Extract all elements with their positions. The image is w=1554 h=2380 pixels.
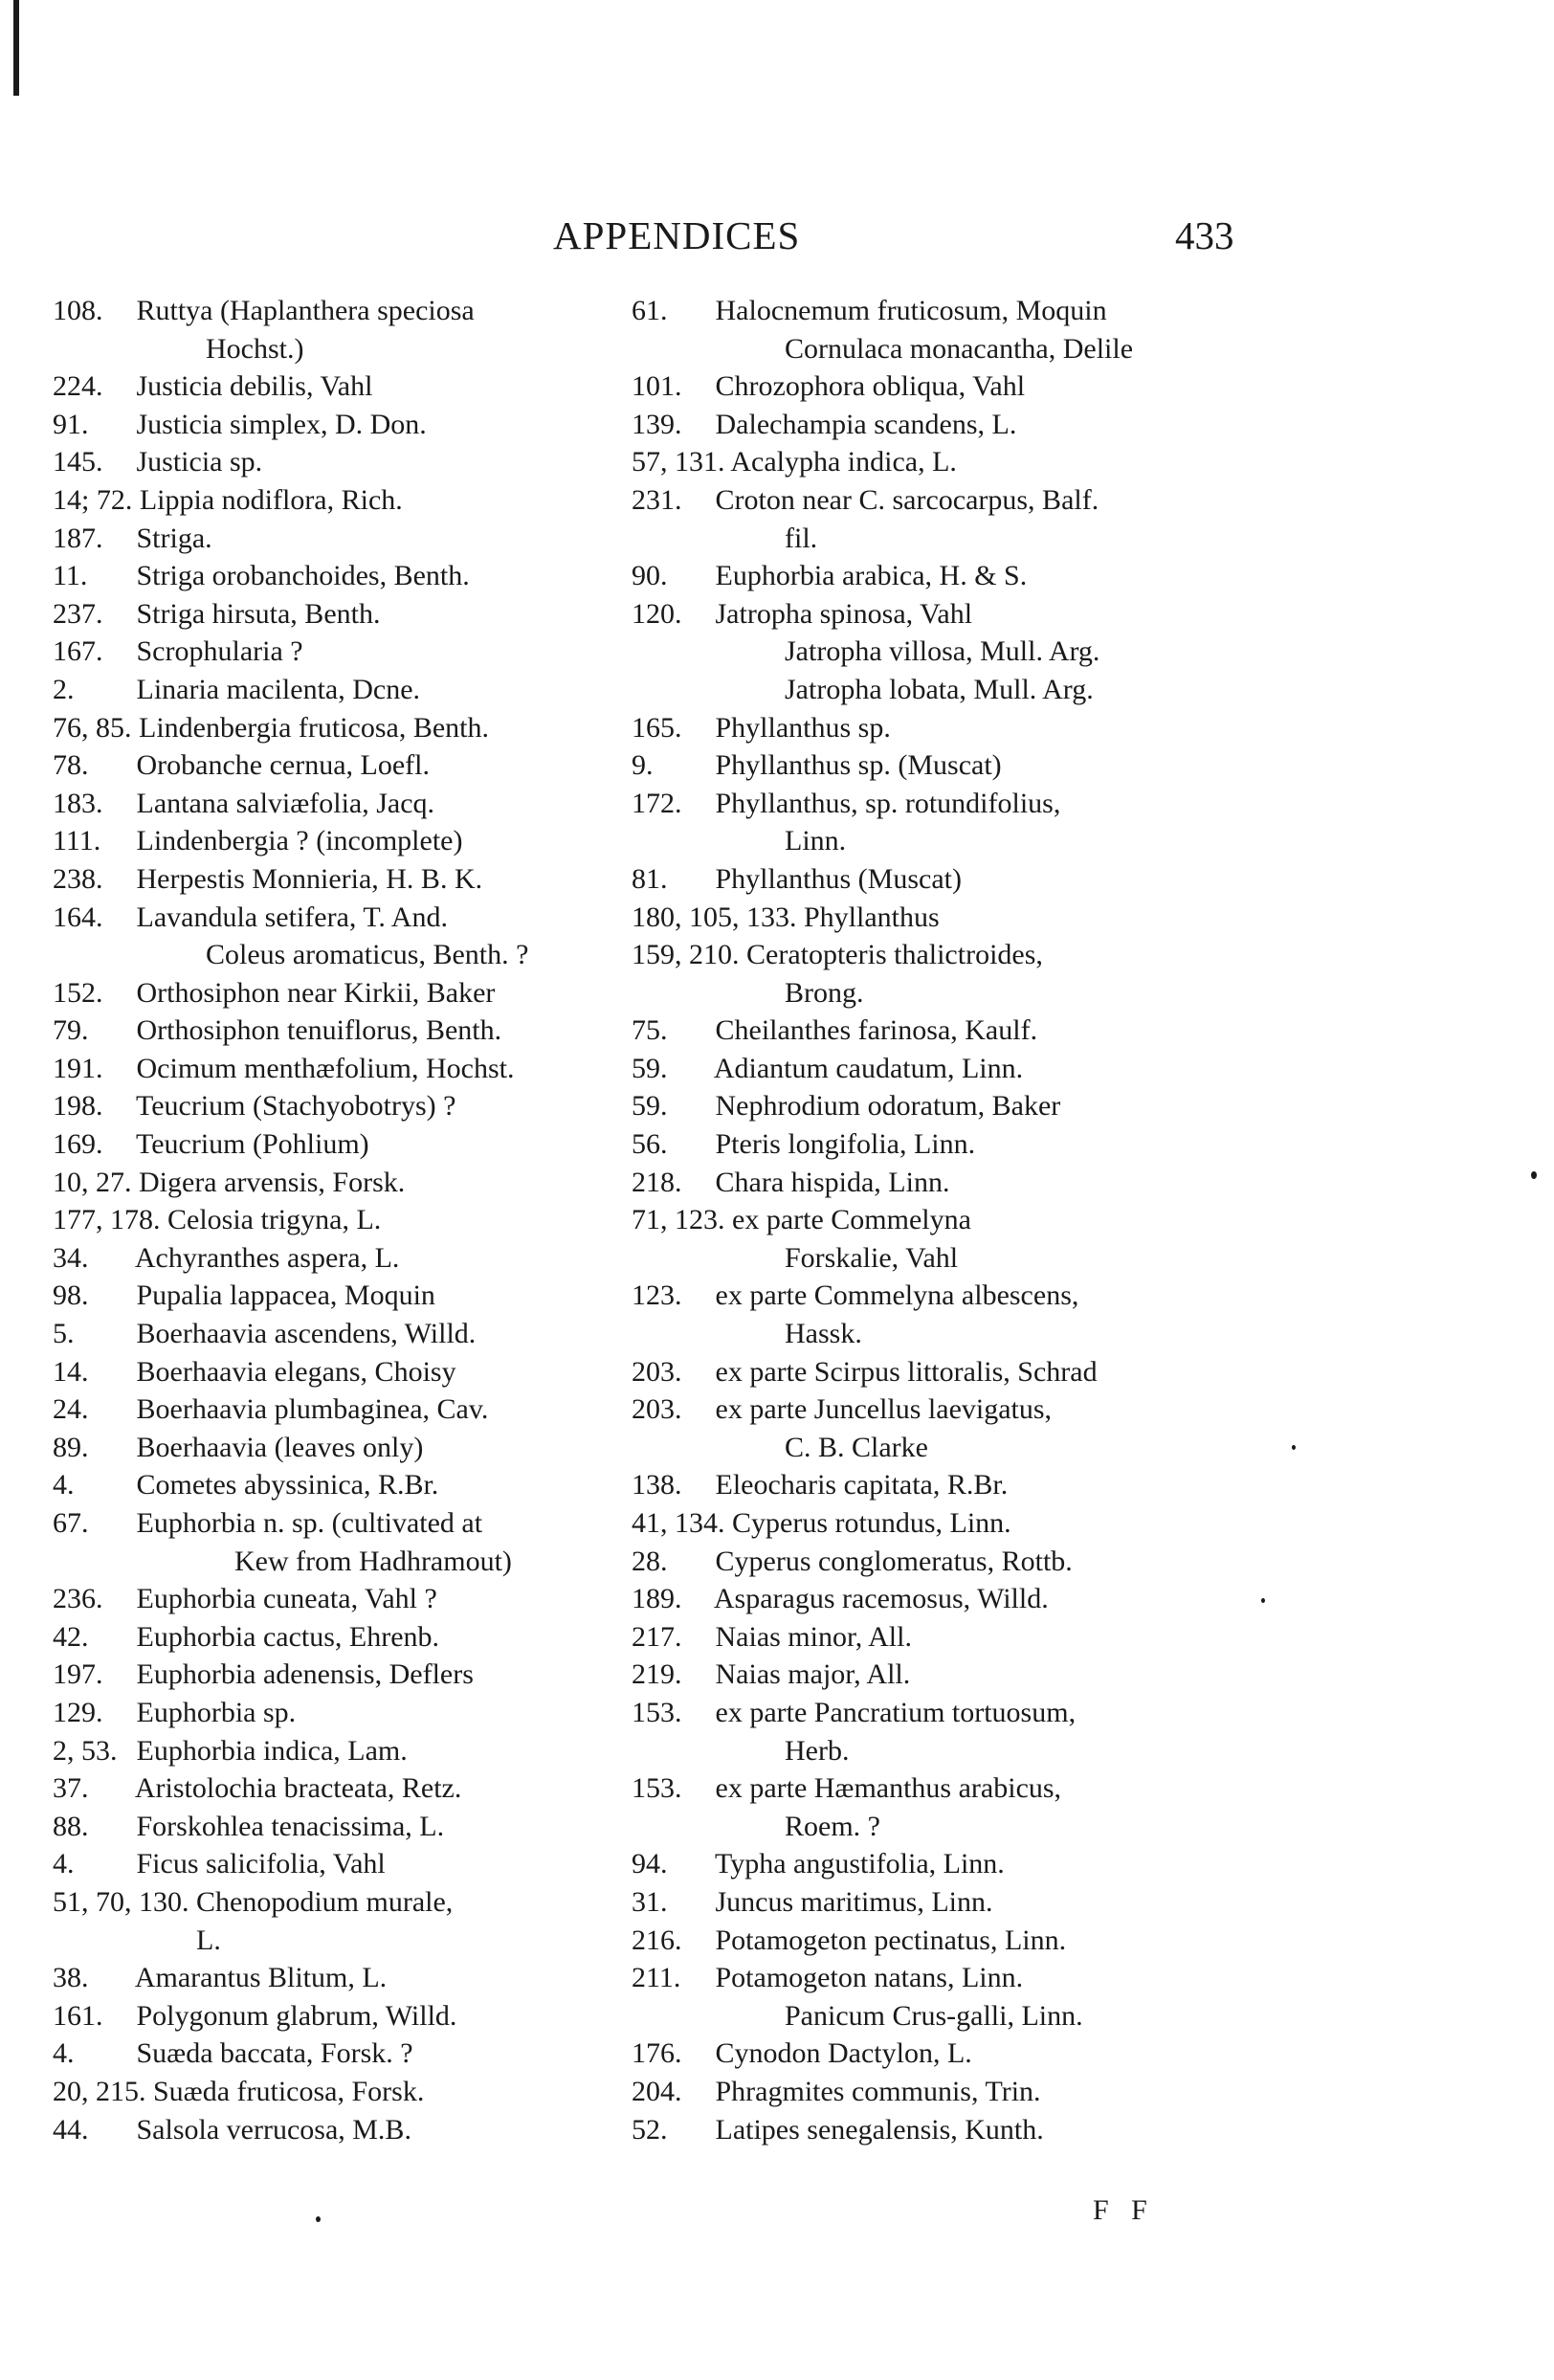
species-name: Hassk. <box>785 1318 862 1350</box>
scan-speck <box>1531 1171 1537 1179</box>
species-name: fil. <box>785 522 818 554</box>
index-entry: 108. Ruttya (Haplanthera speciosa <box>53 295 475 326</box>
species-name: Euphorbia cuneata, Vahl ? <box>136 1583 437 1615</box>
index-entry: 59. Nephrodium odoratum, Baker <box>632 1090 1061 1123</box>
species-name: Scrophularia ? <box>136 635 303 668</box>
index-entry: 169. Teucrium (Pohlium) <box>53 1128 369 1161</box>
index-entry: 139. Dalechampia scandens, L. <box>632 408 1017 440</box>
species-name: Euphorbia cactus, Ehrenb. <box>136 1620 440 1653</box>
index-entry-continuation <box>129 330 675 368</box>
index-entry: 203. ex parte Scirpus littoralis, Schrad <box>632 1355 1098 1388</box>
index-entry-continuation <box>129 936 675 974</box>
species-name: Euphorbia sp. <box>136 1696 297 1728</box>
species-name: Adiantum caudatum, Linn. <box>713 1052 1024 1084</box>
index-entry: 2. Linaria macilenta, Dcne. <box>53 673 421 705</box>
index-entry: 14. Boerhaavia elegans, Choisy <box>53 1355 456 1388</box>
index-entry: 120. Jatropha spinosa, Vahl <box>632 597 973 630</box>
species-name: C. B. Clarke <box>785 1431 928 1463</box>
species-name: Cyperus conglomeratus, Rottb. <box>715 1545 1073 1577</box>
index-entry: 81. Phyllanthus (Muscat) <box>632 862 962 895</box>
index-entry: 4. Ficus salicifolia, Vahl <box>53 1848 386 1880</box>
index-entry: 98. Pupalia lappacea, Moquin <box>53 1279 435 1312</box>
specimen-number: 41, 134. <box>632 1507 725 1539</box>
species-name: ex parte Juncellus laevigatus, <box>715 1393 1053 1426</box>
index-entry: 34. Achyranthes aspera, L. <box>53 1241 400 1274</box>
index-entry: 44. Salsola verrucosa, M.B. <box>53 2113 411 2146</box>
species-name: Teucrium (Pohlium) <box>135 1128 369 1161</box>
index-entry <box>53 1201 675 1239</box>
species-name: Pupalia lappacea, Moquin <box>136 1279 435 1312</box>
index-entry-continuation <box>129 1543 675 1581</box>
species-name: Justicia sp. <box>136 446 263 478</box>
species-name: Latipes senegalensis, Kunth. <box>715 2113 1044 2146</box>
species-name: Naias minor, All. <box>715 1620 912 1653</box>
species-name: Boerhaavia elegans, Choisy <box>136 1355 456 1388</box>
index-entry: 187. Striga. <box>53 522 212 554</box>
species-name: Coleus aromaticus, Benth. ? <box>206 939 529 971</box>
species-name: Halocnemum fruticosum, Moquin <box>715 295 1107 326</box>
species-name: Aristolochia bracteata, Retz. <box>134 1772 462 1805</box>
species-name: Teucrium (Stachyobotrys) ? <box>135 1090 456 1123</box>
index-entry: 176. Cynodon Dactylon, L. <box>632 2037 972 2070</box>
species-name: Digera arvensis, Forsk. <box>139 1166 406 1198</box>
species-name: Boerhaavia plumbaginea, Cav. <box>136 1393 489 1426</box>
species-name: Justicia simplex, D. Don. <box>136 408 427 440</box>
index-entry-continuation <box>708 1808 1282 1846</box>
index-entry: 237. Striga hirsuta, Benth. <box>53 597 381 630</box>
species-name: Potamogeton natans, Linn. <box>715 1962 1024 1994</box>
index-entry: 217. Naias minor, All. <box>632 1620 912 1653</box>
index-entry: 153. ex parte Pancratium tortuosum, <box>632 1696 1077 1728</box>
index-entry: 101. Chrozophora obliqua, Vahl <box>632 370 1026 403</box>
species-name: Jatropha spinosa, Vahl <box>715 597 973 630</box>
species-name: Cheilanthes farinosa, Kaulf. <box>715 1014 1038 1047</box>
species-name: Striga orobanchoides, Benth. <box>136 560 470 592</box>
index-entry: 153. ex parte Hæmanthus arabicus, <box>632 1772 1062 1805</box>
species-name: Chenopodium murale, <box>196 1885 454 1918</box>
index-entry: 138. Eleocharis capitata, R.Br. <box>632 1469 1009 1501</box>
species-name: ex parte Commelyna albescens, <box>715 1279 1079 1312</box>
index-entry: 198. Teucrium (Stachyobotrys) ? <box>53 1090 456 1123</box>
species-name: Euphorbia indica, Lam. <box>136 1734 408 1767</box>
species-name: Phyllanthus sp. (Muscat) <box>715 749 1002 782</box>
specimen-number: 20, 215. <box>53 2075 146 2107</box>
species-name: Euphorbia adenensis, Deflers <box>136 1658 474 1691</box>
index-entry <box>632 1504 1282 1543</box>
index-entry: 42. Euphorbia cactus, Ehrenb. <box>53 1620 440 1653</box>
species-name: Phyllanthus sp. <box>715 711 891 744</box>
species-name: Dalechampia scandens, L. <box>715 408 1017 440</box>
species-name: ex parte Pancratium tortuosum, <box>715 1696 1077 1728</box>
index-entry: 152. Orthosiphon near Kirkii, Baker <box>53 976 496 1009</box>
species-name: Cornulaca monacantha, Delile <box>785 332 1134 365</box>
species-name: Striga. <box>136 522 212 554</box>
index-entry: 236. Euphorbia cuneata, Vahl ? <box>53 1583 437 1615</box>
index-entry: 4. Cometes abyssinica, R.Br. <box>53 1469 439 1501</box>
index-entry: 38. Amarantus Blitum, L. <box>53 1962 388 1994</box>
index-entry <box>632 443 1282 481</box>
species-name: Lavandula setifera, T. And. <box>136 901 448 933</box>
page-number: 433 <box>1175 213 1234 257</box>
index-entry: 67. Euphorbia n. sp. (cultivated at <box>53 1507 483 1539</box>
index-entry: 231. Croton near C. sarcocarpus, Balf. <box>632 483 1099 516</box>
index-entry: 189. Asparagus racemosus, Willd. <box>632 1583 1049 1615</box>
index-entry: 183. Lantana salviæfolia, Jacq. <box>53 787 435 819</box>
specimen-number: 10, 27. <box>53 1166 132 1198</box>
species-name: Phyllanthus, sp. rotundifolius, <box>715 787 1061 819</box>
species-name: Phragmites communis, Trin. <box>715 2075 1041 2107</box>
index-entry <box>53 2073 675 2111</box>
signature-mark: F F <box>1093 2194 1155 2226</box>
species-name: Nephrodium odoratum, Baker <box>715 1090 1061 1123</box>
species-name: Salsola verrucosa, M.B. <box>136 2113 411 2146</box>
specimen-number: 76, 85. <box>53 711 132 744</box>
index-entry: 56. Pteris longifolia, Linn. <box>632 1128 976 1161</box>
index-entry <box>632 936 1282 974</box>
specimen-number: 14; 72. <box>53 483 133 516</box>
index-entry-continuation <box>708 330 1282 368</box>
index-entry-continuation <box>708 1315 1282 1353</box>
scan-speck <box>1261 1598 1265 1603</box>
specimen-number: 159, 210. <box>632 939 740 971</box>
species-name: Kew from Hadhramout) <box>234 1545 512 1577</box>
species-name: Forskalie, Vahl <box>785 1241 959 1274</box>
species-name: Polygonum glabrum, Willd. <box>136 1999 457 2032</box>
index-entry <box>53 1883 675 1922</box>
species-name: Naias major, All. <box>715 1658 911 1691</box>
index-entry: 5. Boerhaavia ascendens, Willd. <box>53 1318 477 1350</box>
page-header <box>0 212 1554 258</box>
species-name: Orthosiphon near Kirkii, Baker <box>136 976 496 1009</box>
species-name: Ceratopteris thalictroides, <box>746 939 1043 971</box>
species-name: Amarantus Blitum, L. <box>134 1962 388 1994</box>
species-name: Suæda fruticosa, Forsk. <box>153 2075 425 2107</box>
index-entry: 219. Naias major, All. <box>632 1658 911 1691</box>
species-name: Orobanche cernua, Loefl. <box>136 749 431 782</box>
index-entry-continuation <box>129 1922 675 1960</box>
scan-speck <box>316 2216 321 2222</box>
index-entry: 28. Cyperus conglomeratus, Rottb. <box>632 1545 1073 1577</box>
species-name: Cometes abyssinica, R.Br. <box>136 1469 439 1501</box>
index-entry: 89. Boerhaavia (leaves only) <box>53 1431 424 1463</box>
species-name: Cynodon Dactylon, L. <box>715 2037 972 2070</box>
specimen-number: 177, 178. <box>53 1204 161 1236</box>
species-name: Juncus maritimus, Linn. <box>715 1885 993 1918</box>
species-name: Lindenbergia ? (incomplete) <box>136 825 463 857</box>
species-name: Typha angustifolia, Linn. <box>714 1848 1005 1880</box>
species-name: Lindenbergia fruticosa, Benth. <box>139 711 490 744</box>
index-entry <box>53 481 675 520</box>
specimen-number: 57, 131. <box>632 446 725 478</box>
species-name: Phyllanthus <box>804 901 940 933</box>
index-entry: 129. Euphorbia sp. <box>53 1696 297 1728</box>
index-entry-continuation <box>708 633 1282 671</box>
species-name: Lantana salviæfolia, Jacq. <box>136 787 435 819</box>
index-entry <box>53 709 675 747</box>
index-entry <box>632 899 1282 937</box>
index-entry: 91. Justicia simplex, D. Don. <box>53 408 427 440</box>
species-name: Brong. <box>785 976 864 1009</box>
index-entry-continuation <box>708 520 1282 558</box>
index-entry: 94. Typha angustifolia, Linn. <box>632 1848 1005 1880</box>
index-entry: 88. Forskohlea tenacissima, L. <box>53 1810 445 1842</box>
index-entry: 37. Aristolochia bracteata, Retz. <box>53 1772 462 1805</box>
species-name: ex parte Commelyna <box>732 1204 971 1236</box>
species-name: Suæda baccata, Forsk. ? <box>136 2037 413 2070</box>
index-entry-continuation <box>708 974 1282 1012</box>
index-entry: 11. Striga orobanchoides, Benth. <box>53 560 470 592</box>
index-entry: 4. Suæda baccata, Forsk. ? <box>53 2037 413 2070</box>
right-column <box>632 292 1282 2148</box>
species-name: Boerhaavia ascendens, Willd. <box>136 1318 477 1350</box>
index-entry: 52. Latipes senegalensis, Kunth. <box>632 2113 1044 2146</box>
species-name: Chara hispida, Linn. <box>715 1166 950 1198</box>
index-entry: 2, 53. Euphorbia indica, Lam. <box>53 1734 408 1767</box>
index-entry-continuation <box>708 1997 1282 2035</box>
index-entry: 216. Potamogeton pectinatus, Linn. <box>632 1924 1067 1956</box>
species-name: Potamogeton pectinatus, Linn. <box>715 1924 1067 1956</box>
index-entry: 218. Chara hispida, Linn. <box>632 1166 950 1198</box>
index-entry: 203. ex parte Juncellus laevigatus, <box>632 1393 1053 1426</box>
species-name: Ruttya (Haplanthera speciosa <box>136 295 475 326</box>
index-entry: 59. Adiantum caudatum, Linn. <box>632 1052 1024 1084</box>
species-name: L. <box>196 1924 221 1956</box>
species-name: Lippia nodiflora, Rich. <box>139 483 403 516</box>
species-name: Jatropha villosa, Mull. Arg. <box>785 635 1100 668</box>
index-entry: 164. Lavandula setifera, T. And. <box>53 901 448 933</box>
page-title: APPENDICES <box>553 213 801 257</box>
index-entry: 224. Justicia debilis, Vahl <box>53 370 373 403</box>
species-name: Herpestis Monnieria, H. B. K. <box>136 862 483 895</box>
species-name: Hochst.) <box>206 332 304 365</box>
species-name: ex parte Hæmanthus arabicus, <box>715 1772 1062 1805</box>
index-entry-continuation <box>708 1429 1282 1467</box>
species-name: Acalypha indica, L. <box>730 446 957 478</box>
species-name: Jatropha lobata, Mull. Arg. <box>785 673 1094 705</box>
species-name: Euphorbia n. sp. (cultivated at <box>136 1507 483 1539</box>
index-entry: 211. Potamogeton natans, Linn. <box>632 1962 1024 1994</box>
species-name: Justicia debilis, Vahl <box>136 370 373 403</box>
index-entry: 61. Halocnemum fruticosum, Moquin <box>632 295 1107 326</box>
index-entry: 9. Phyllanthus sp. (Muscat) <box>632 749 1002 782</box>
index-entry <box>53 1164 675 1202</box>
specimen-number: 180, 105, 133. <box>632 901 797 933</box>
species-name: Linn. <box>785 825 847 857</box>
index-entry: 123. ex parte Commelyna albescens, <box>632 1279 1079 1312</box>
index-entry: 165. Phyllanthus sp. <box>632 711 891 744</box>
index-entry: 204. Phragmites communis, Trin. <box>632 2075 1041 2107</box>
index-entry: 111. Lindenbergia ? (incomplete) <box>53 825 463 857</box>
index-entry: 31. Juncus maritimus, Linn. <box>632 1885 993 1918</box>
species-name: Cyperus rotundus, Linn. <box>732 1507 1011 1539</box>
index-entry: 79. Orthosiphon tenuiflorus, Benth. <box>53 1014 502 1047</box>
index-entry-continuation <box>708 822 1282 860</box>
index-entry <box>632 1201 1282 1239</box>
species-name: Euphorbia arabica, H. & S. <box>715 560 1028 592</box>
species-name: Asparagus racemosus, Willd. <box>713 1583 1049 1615</box>
index-entry: 78. Orobanche cernua, Loefl. <box>53 749 431 782</box>
index-entry: 191. Ocimum menthæfolium, Hochst. <box>53 1052 515 1084</box>
specimen-number: 51, 70, 130. <box>53 1885 189 1918</box>
species-name: Roem. ? <box>785 1810 880 1842</box>
species-name: Phyllanthus (Muscat) <box>715 862 962 895</box>
index-entry: 161. Polygonum glabrum, Willd. <box>53 1999 457 2032</box>
specimen-number: 71, 123. <box>632 1204 725 1236</box>
species-name: Linaria macilenta, Dcne. <box>136 673 421 705</box>
index-entry-continuation <box>708 1239 1282 1278</box>
index-entry: 197. Euphorbia adenensis, Deflers <box>53 1658 474 1691</box>
species-name: Celosia trigyna, L. <box>167 1204 382 1236</box>
species-name: Ocimum menthæfolium, Hochst. <box>136 1052 515 1084</box>
species-name: Pteris longifolia, Linn. <box>715 1128 976 1161</box>
species-name: Boerhaavia (leaves only) <box>136 1431 424 1463</box>
species-name: Forskohlea tenacissima, L. <box>136 1810 445 1842</box>
scan-speck <box>13 0 19 96</box>
species-name: Achyranthes aspera, L. <box>134 1241 400 1274</box>
species-name: Herb. <box>785 1734 850 1767</box>
left-column <box>53 292 675 2148</box>
index-entry-continuation <box>708 1732 1282 1770</box>
index-entry: 90. Euphorbia arabica, H. & S. <box>632 560 1028 592</box>
species-name: Ficus salicifolia, Vahl <box>136 1848 386 1880</box>
index-entry: 145. Justicia sp. <box>53 446 263 478</box>
species-name: ex parte Scirpus littoralis, Schrad <box>715 1355 1098 1388</box>
index-entry: 172. Phyllanthus, sp. rotundifolius, <box>632 787 1061 819</box>
index-entry-continuation <box>708 671 1282 709</box>
species-name: Striga hirsuta, Benth. <box>136 597 381 630</box>
species-name: Eleocharis capitata, R.Br. <box>715 1469 1009 1501</box>
species-name: Croton near C. sarcocarpus, Balf. <box>715 483 1099 516</box>
species-name: Orthosiphon tenuiflorus, Benth. <box>136 1014 502 1047</box>
scan-speck <box>1292 1445 1296 1450</box>
index-entry: 167. Scrophularia ? <box>53 635 303 668</box>
index-entry: 24. Boerhaavia plumbaginea, Cav. <box>53 1393 489 1426</box>
species-name: Chrozophora obliqua, Vahl <box>715 370 1026 403</box>
index-entry: 75. Cheilanthes farinosa, Kaulf. <box>632 1014 1038 1047</box>
index-entry: 238. Herpestis Monnieria, H. B. K. <box>53 862 483 895</box>
species-name: Panicum Crus-galli, Linn. <box>785 1999 1083 2032</box>
